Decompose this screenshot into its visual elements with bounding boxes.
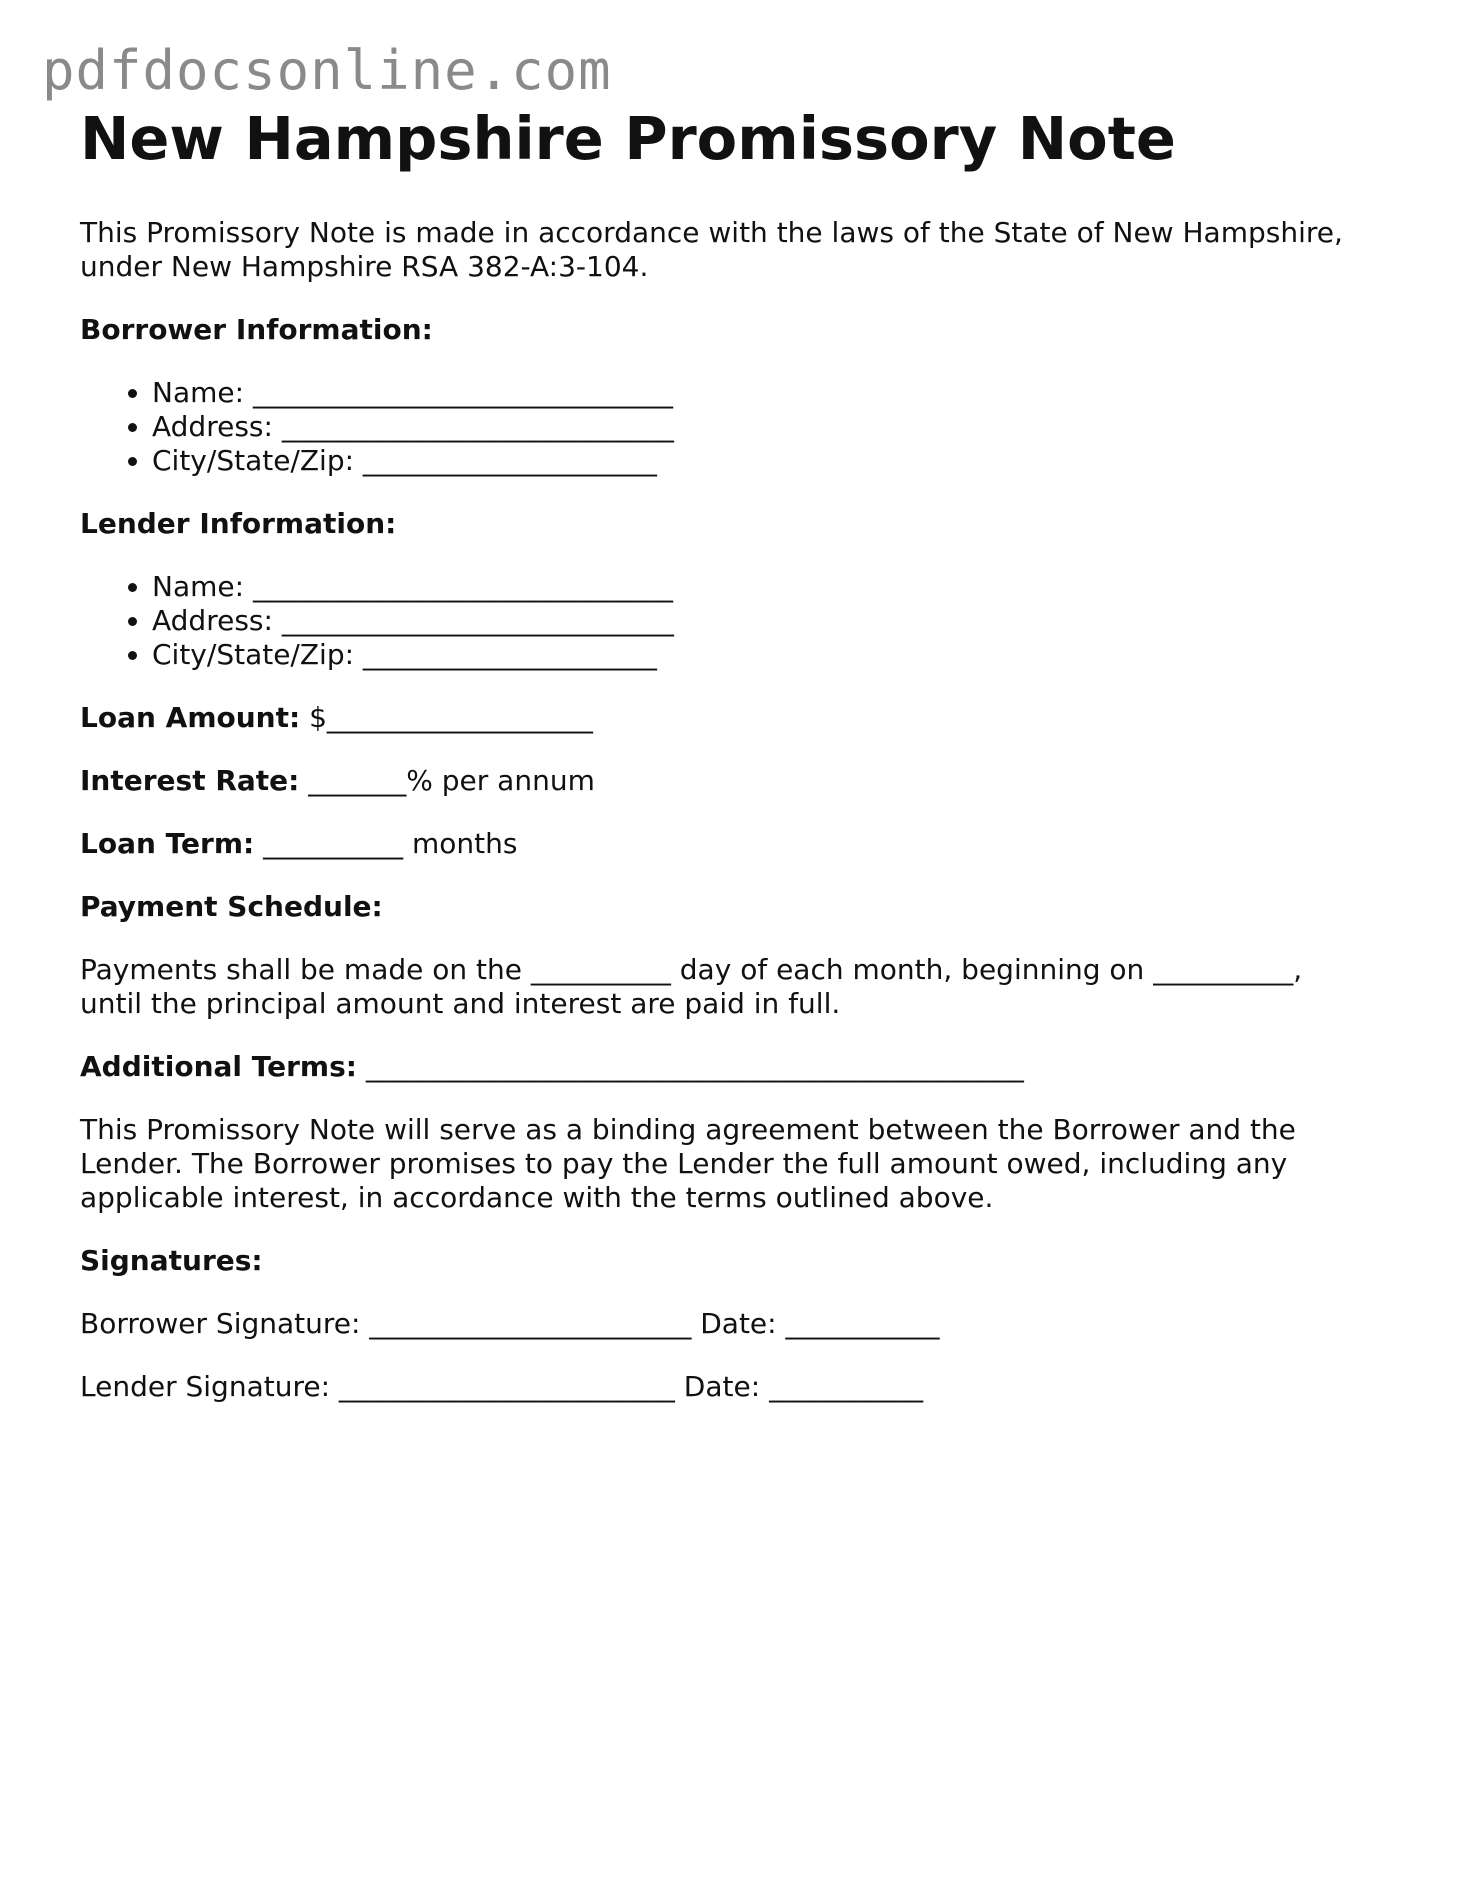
payment-schedule-line: until the principal amount and interest are paid in full. <box>80 987 841 1020</box>
signatures-heading: Signatures: <box>80 1244 263 1277</box>
borrower-field-list <box>80 376 1400 478</box>
lender-signature-line: Lender Signature: ________________________ Date: ___________ <box>80 1370 924 1403</box>
additional-terms-line <box>80 1050 1400 1084</box>
loan-term-blank: __________ months <box>263 827 518 860</box>
agreement-line: Lender. The Borrower promises to pay the Lender the full amount owed, including any <box>80 1147 1288 1180</box>
agreement-line: This Promissory Note will serve as a binding agreement between the Borrower and the <box>80 1113 1296 1146</box>
borrower-city-state-zip-field: • City/State/Zip: _____________________ <box>152 444 1400 478</box>
agreement-paragraph <box>80 1113 1400 1215</box>
intro-line: under New Hampshire RSA 382-A:3-104. <box>80 250 649 283</box>
interest-rate-line <box>80 764 1400 798</box>
borrower-heading: Borrower Information: <box>80 313 433 346</box>
lender-city-state-zip-field: • City/State/Zip: _____________________ <box>152 638 1400 672</box>
lender-heading: Lender Information: <box>80 507 397 540</box>
loan-amount-label: Loan Amount: <box>80 701 301 734</box>
loan-amount-blank: $___________________ <box>309 701 593 734</box>
page-title: New Hampshire Promissory Note <box>80 104 1176 173</box>
additional-terms-blank: _______________________________________________ <box>365 1050 1024 1083</box>
payment-schedule-paragraph <box>80 953 1400 1021</box>
interest-rate-label: Interest Rate: <box>80 764 300 797</box>
lender-name-field: • Name: ______________________________ <box>152 570 1400 604</box>
intro-line: This Promissory Note is made in accordance with the laws of the State of New Hampshire, <box>80 216 1343 249</box>
loan-term-line <box>80 827 1400 861</box>
lender-field-list <box>80 570 1400 672</box>
watermark: pdfdocsonline.com <box>42 39 612 102</box>
agreement-line: applicable interest, in accordance with the terms outlined above. <box>80 1181 994 1214</box>
payment-schedule-heading: Payment Schedule: <box>80 890 383 923</box>
borrower-name-field: • Name: ______________________________ <box>152 376 1400 410</box>
intro-paragraph <box>80 216 1400 284</box>
lender-address-field: • Address: ____________________________ <box>152 604 1400 638</box>
loan-term-label: Loan Term: <box>80 827 255 860</box>
document-page <box>80 104 1400 1404</box>
borrower-signature-line: Borrower Signature: _______________________ Date: ___________ <box>80 1307 940 1340</box>
loan-amount-line <box>80 701 1400 735</box>
interest-rate-blank: _______% per annum <box>308 764 595 797</box>
payment-schedule-line: Payments shall be made on the __________ day of each month, beginning on __________, <box>80 953 1303 986</box>
additional-terms-label: Additional Terms: <box>80 1050 357 1083</box>
borrower-address-field: • Address: ____________________________ <box>152 410 1400 444</box>
